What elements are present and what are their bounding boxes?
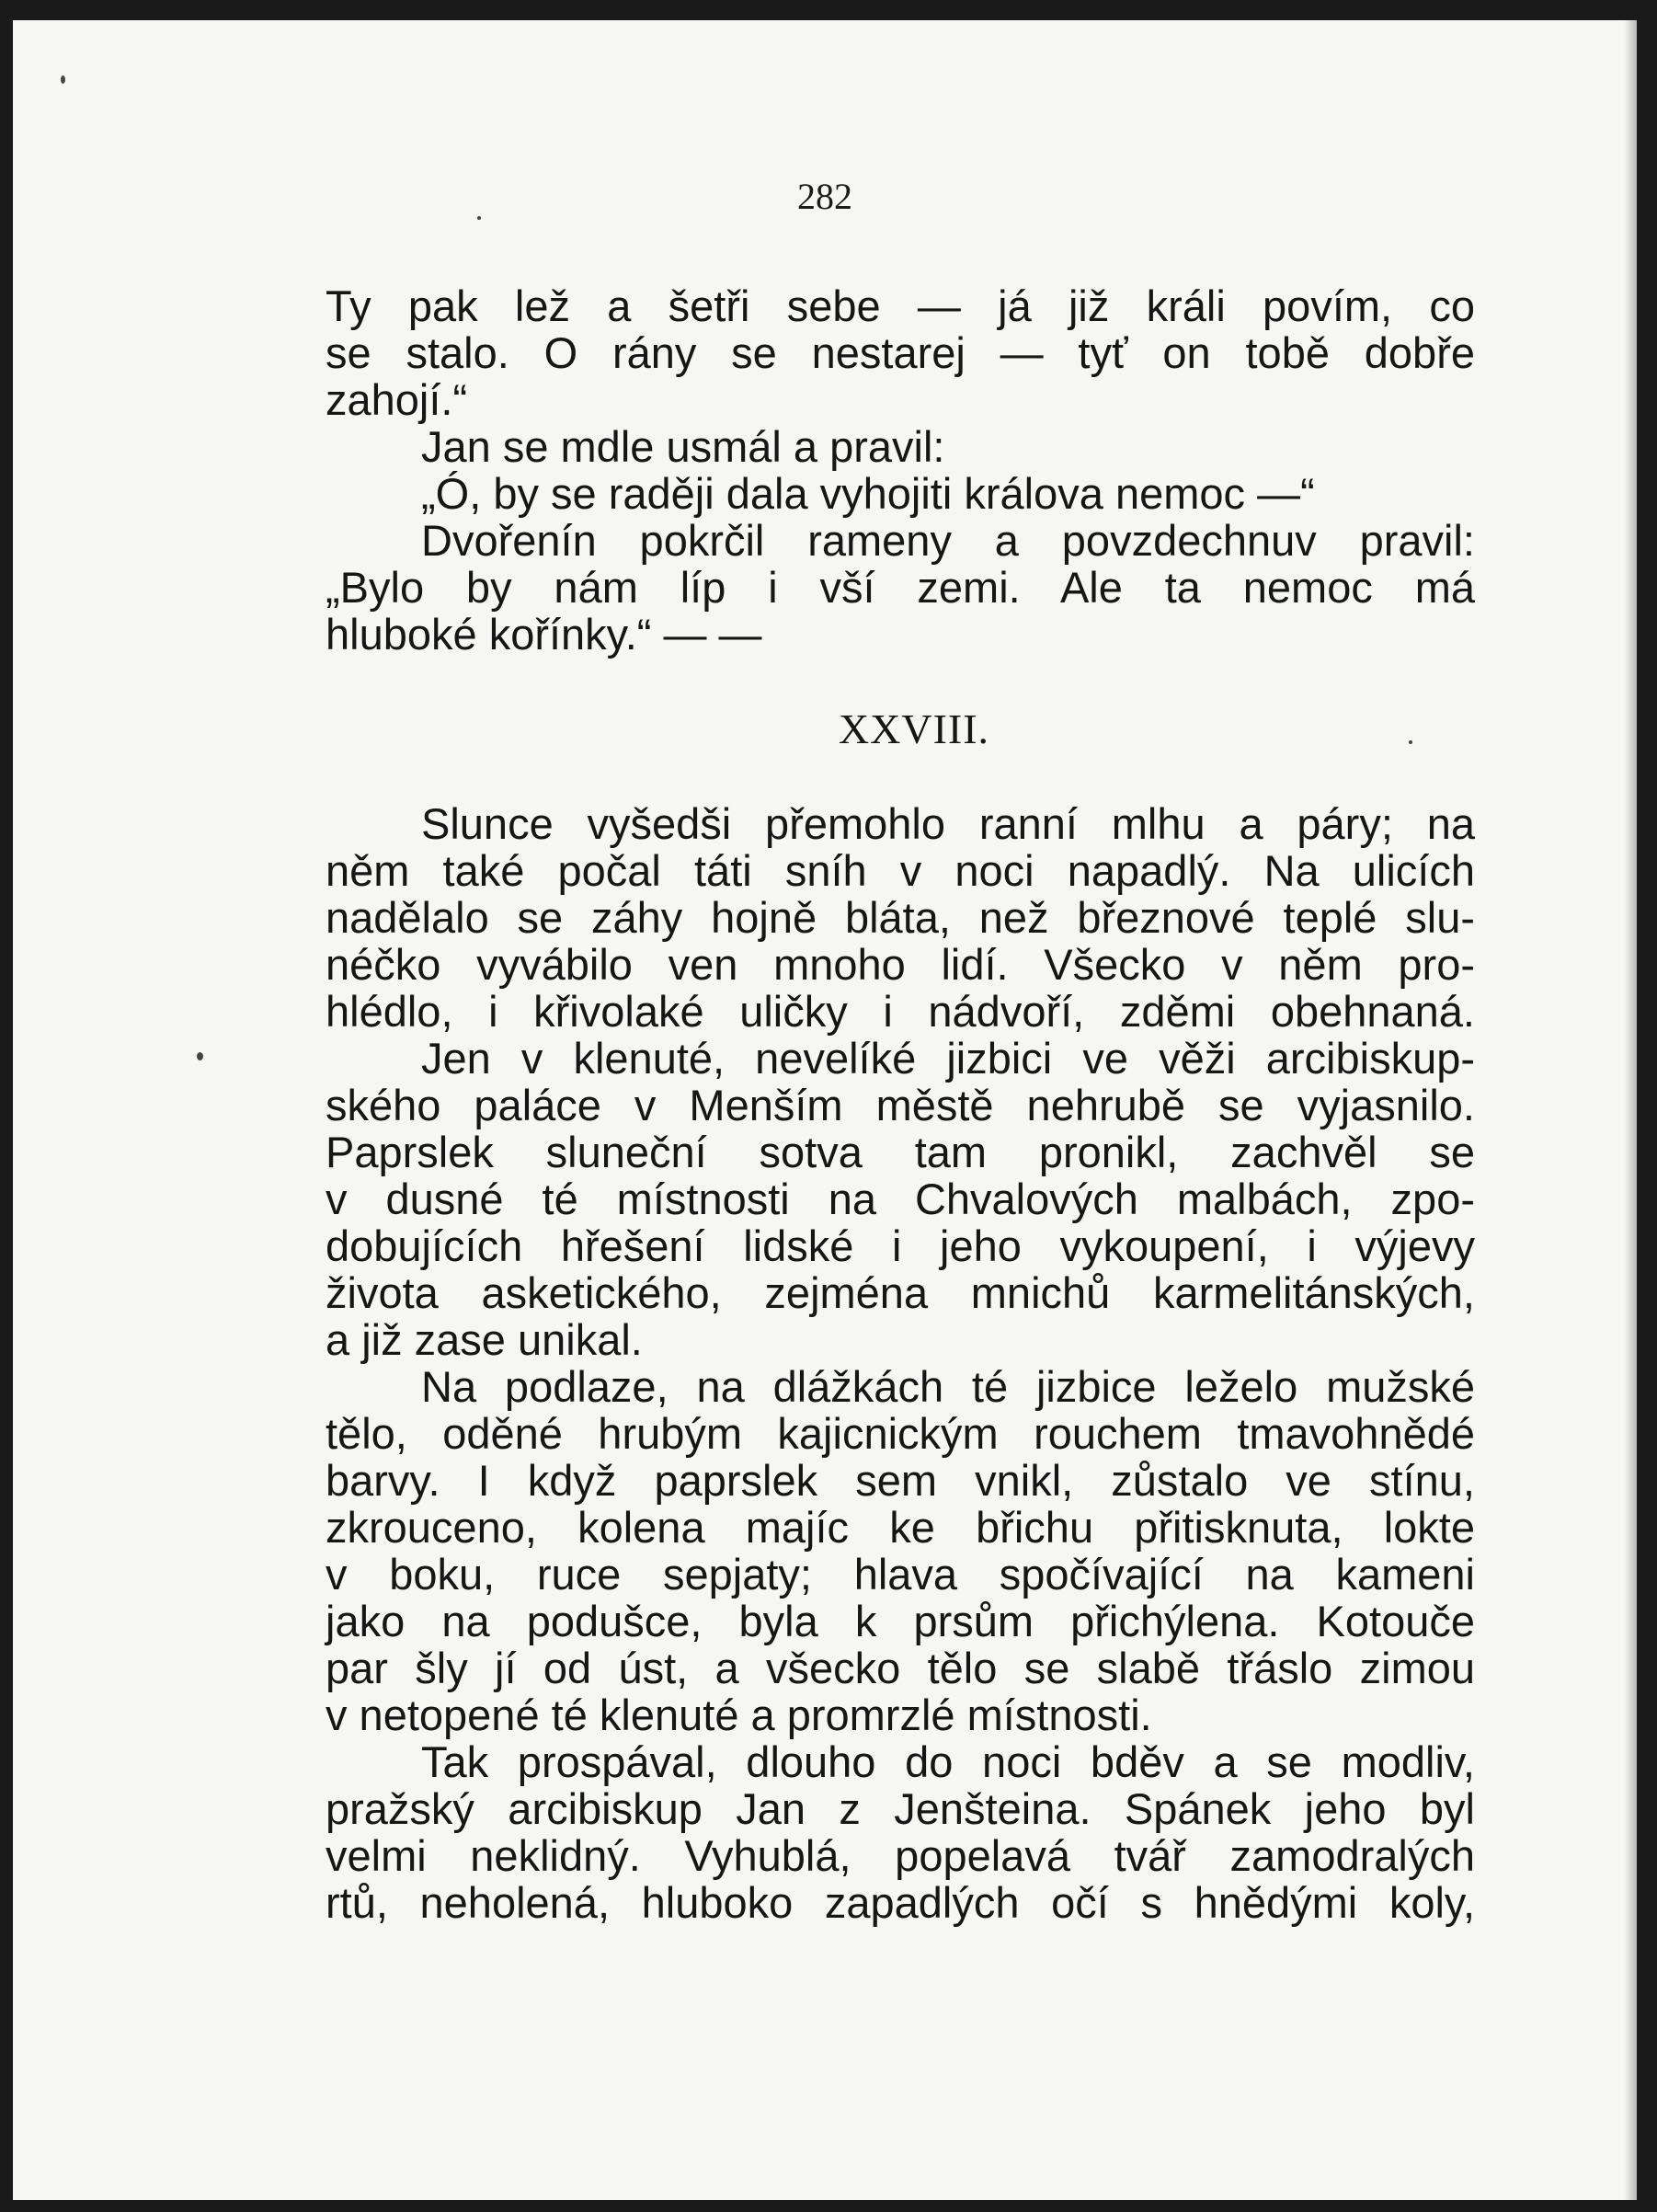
text-line: Ty pak lež a šetři sebe — já již králi povím, co (326, 281, 1475, 330)
text-line: života asketického, zejména mnichů karmelitánských, (326, 1268, 1475, 1317)
text-line: Jen v klenuté, nevelíké jizbici ve věži arcibiskup- (421, 1034, 1475, 1083)
text-line: v dusné té místnosti na Chvalových malbách, zpo- (326, 1175, 1475, 1223)
ink-speck (197, 1052, 203, 1060)
text-line: nadělalo se záhy hojně bláta, než březnové teplé slu- (326, 893, 1475, 942)
text-line: hluboké kořínky.“ — — (326, 610, 762, 659)
text-line: „Ó, by se raději dala vyhojiti králova nemoc —“ (421, 469, 1315, 518)
text-line: pražský arcibiskup Jan z Jenšteina. Spánek jeho byl (326, 1784, 1475, 1833)
text-line: Slunce vyšedši přemohlo ranní mlhu a páry; na (421, 799, 1475, 848)
text-line: hlédlo, i křivolaké uličky i nádvoří, zděmi obehnaná. (326, 987, 1475, 1036)
text-line: zkrouceno, kolena majíc ke břichu přitisknuta, lokte (326, 1503, 1475, 1552)
text-line: velmi neklidný. Vyhublá, popelavá tvář zamodralých (326, 1831, 1475, 1880)
text-line: tělo, oděné hrubým kajicnickým rouchem tmavohnědé (326, 1409, 1475, 1458)
text-line: ského paláce v Menším městě nehrubě se vyjasnilo. (326, 1081, 1475, 1129)
text-line: par šly jí od úst, a všecko tělo se slabě třáslo zimou (326, 1644, 1475, 1692)
chapter-heading: XXVIII. (838, 705, 990, 752)
text-line: jako na podušce, byla k prsům přichýlena. Kotouče (326, 1597, 1475, 1645)
text-line: „Bylo by nám líp i vší zemi. Ale ta nemoc má (326, 563, 1475, 612)
ink-speck (477, 216, 481, 220)
text-line: v netopené té klenuté a promrzlé místnosti. (326, 1691, 1152, 1739)
text-line: néčko vyvábilo ven mnoho lidí. Všecko v něm pro- (326, 940, 1475, 989)
text-line: v boku, ruce sepjaty; hlava spočívající na kameni (326, 1550, 1475, 1599)
text-line: dobujících hřešení lidské i jeho vykoupení, i výjevy (326, 1221, 1475, 1270)
text-line: Dvořenín pokrčil rameny a povzdechnuv pravil: (421, 516, 1475, 565)
text-line: se stalo. O rány se nestarej — tyť on tobě dobře (326, 328, 1475, 377)
page-number: 282 (797, 176, 852, 217)
text-line: Jan se mdle usmál a pravil: (421, 422, 945, 471)
text-line: Na podlaze, na dlážkách té jizbice leželo mužské (421, 1362, 1475, 1411)
text-line: rtů, neholená, hluboko zapadlých očí s hnědými koly, (326, 1878, 1475, 1927)
body-text (326, 282, 1475, 1926)
book-page (13, 20, 1637, 2200)
text-line: barvy. I když paprslek sem vnikl, zůstalo ve stínu, (326, 1456, 1475, 1505)
ink-speck (1409, 740, 1412, 744)
text-line: Paprslek sluneční sotva tam pronikl, zachvěl se (326, 1128, 1475, 1176)
text-line: Tak prospával, dlouho do noci bděv a se modliv, (421, 1737, 1475, 1786)
text-line: zahojí.“ (326, 375, 468, 424)
page-edge-shadow (1624, 20, 1637, 2200)
text-line: a již zase unikal. (326, 1315, 643, 1364)
ink-speck (61, 75, 65, 84)
text-line: něm také počal táti sníh v noci napadlý. Na ulicích (326, 846, 1475, 895)
